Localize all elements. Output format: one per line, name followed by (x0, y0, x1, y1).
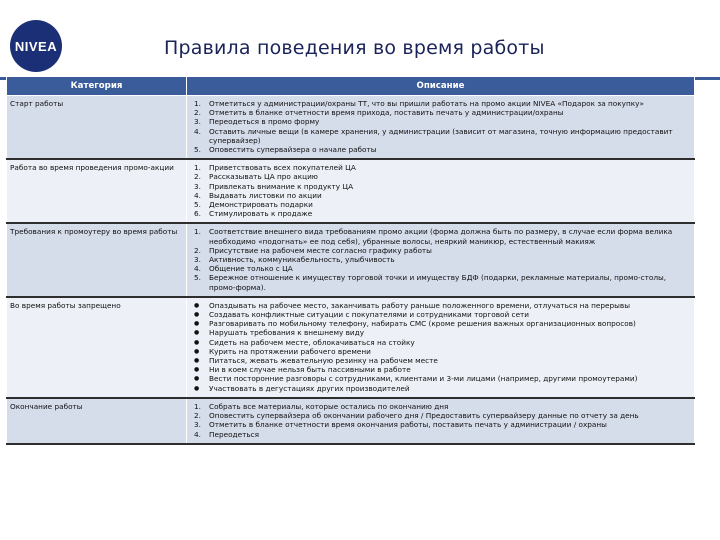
table-row (7, 223, 695, 296)
table-header-row (7, 77, 695, 96)
item-number: 3. (194, 255, 201, 265)
list-item (191, 430, 690, 439)
item-text: Отметить в бланке отчетности время прихода, поставить печать у администрации/охраны (209, 108, 564, 118)
page-title: Правила поведения во время работы (164, 37, 545, 59)
bullet-marker: ● (194, 375, 200, 383)
table-row (7, 297, 695, 398)
list-item (191, 420, 690, 429)
list-item (191, 273, 690, 291)
list-item (191, 319, 690, 328)
item-text: Отметиться у администрации/охраны ТТ, что вы пришли работать на промо акции NIVEA «Подарок за покупку» (209, 99, 644, 108)
list-item (191, 264, 690, 273)
logo-text: NIVEA (14, 38, 58, 54)
item-text: Участвовать в дегустациях других производителей (209, 383, 410, 393)
list-item (191, 255, 690, 264)
item-text: Нарушать требования к внешнему виду (209, 328, 365, 338)
row-description (187, 223, 695, 296)
item-text: Демонстрировать подарки (209, 200, 313, 210)
item-number: 6. (194, 209, 201, 219)
item-text: Собрать все материалы, которые остались по окончанию дня (209, 401, 449, 411)
row-category: Старт работы (7, 96, 187, 160)
row-description (187, 398, 695, 444)
bullet-marker: ● (194, 384, 200, 392)
item-number: 4. (194, 429, 201, 439)
item-text: Питаться, жевать жевательную резинку на рабочем месте (209, 356, 438, 366)
item-text: Вести посторонние разговоры с сотрудниками, клиентами и 3-ми лицами (например, другими промоутерами) (209, 374, 638, 384)
item-text: Активность, коммуникабельность, улыбчивость (209, 255, 395, 265)
list-item (191, 191, 690, 200)
item-text: Общение только с ЦА (209, 264, 293, 274)
item-text: Выдавать листовки по акции (209, 190, 322, 200)
list-item (191, 347, 690, 356)
item-number: 3. (194, 420, 201, 430)
item-text: Бережное отношение к имуществу торговой точки и имуществу БДФ (подарки, рекламные материалы, промо-столы, промо-форма). (209, 273, 667, 292)
numbered-list (191, 227, 690, 291)
item-text: Оставить личные вещи (в камере хранения, у администрации (зависит от магазина, точную информацию предоставит супервайзер) (209, 126, 673, 145)
item-number: 1. (194, 401, 201, 411)
item-number: 2. (194, 245, 201, 255)
list-item (191, 108, 690, 117)
row-description (187, 297, 695, 398)
item-number: 3. (194, 181, 201, 191)
item-number: 2. (194, 108, 201, 118)
list-item (191, 356, 690, 365)
item-text: Сидеть на рабочем месте, облокачиваться на стойку (209, 337, 415, 347)
bullet-marker: ● (194, 301, 200, 309)
item-text: Привлекать внимание к продукту ЦА (209, 181, 354, 191)
list-item (191, 117, 690, 126)
bullet-list (191, 301, 690, 393)
item-number: 5. (194, 145, 201, 155)
item-number: 1. (194, 99, 201, 108)
bullet-marker: ● (194, 338, 200, 346)
nivea-logo (10, 20, 62, 72)
list-item (191, 246, 690, 255)
list-item (191, 200, 690, 209)
item-number: 1. (194, 227, 201, 237)
item-text: Стимулировать к продаже (209, 209, 313, 219)
header-description: Описание (187, 77, 695, 96)
item-text: Переодеться в промо форму (209, 117, 320, 127)
item-number: 5. (194, 273, 201, 283)
header (0, 0, 720, 77)
rules-table (6, 76, 695, 445)
table-row (7, 96, 695, 160)
item-number: 4. (194, 190, 201, 200)
table-row (7, 159, 695, 223)
item-text: Оповестить супервайзера о начале работы (209, 145, 377, 155)
item-number: 4. (194, 264, 201, 274)
row-description (187, 96, 695, 160)
list-item (191, 310, 690, 319)
list-item (191, 402, 690, 411)
numbered-list (191, 163, 690, 218)
bullet-marker: ● (194, 357, 200, 365)
list-item (191, 209, 690, 218)
item-text: Ни в коем случае нельзя быть пассивными в работе (209, 365, 411, 375)
item-text: Присутствие на рабочем месте согласно графику работы (209, 245, 432, 255)
list-item (191, 172, 690, 181)
item-text: Оповестить супервайзера об окончании рабочего дня / Предоставить супервайзеру данные по отчету за день (209, 411, 639, 421)
item-text: Рассказывать ЦА про акцию (209, 172, 318, 182)
row-category: Работа во время проведения промо-акции (7, 159, 187, 223)
row-category: Во время работы запрещено (7, 297, 187, 398)
bullet-marker: ● (194, 329, 200, 337)
row-category: Требования к промоутеру во время работы (7, 223, 187, 296)
item-number: 1. (194, 163, 201, 173)
table-body (7, 96, 695, 444)
list-item (191, 163, 690, 172)
list-item (191, 374, 690, 383)
item-text: Опаздывать на рабочее место, заканчивать работу раньше положенного времени, отлучаться на перерывы (209, 300, 630, 310)
list-item (191, 301, 690, 310)
item-number: 2. (194, 172, 201, 182)
list-item (191, 365, 690, 374)
list-item (191, 227, 690, 245)
row-description (187, 159, 695, 223)
item-text: Приветствовать всех покупателей ЦА (209, 163, 356, 173)
list-item (191, 99, 690, 108)
header-category: Категория (7, 77, 187, 96)
list-item (191, 127, 690, 145)
row-category: Окончание работы (7, 398, 187, 444)
list-item (191, 338, 690, 347)
bullet-marker: ● (194, 347, 200, 355)
item-text: Переодеться (209, 429, 260, 439)
list-item (191, 328, 690, 337)
table-row (7, 398, 695, 444)
item-number: 3. (194, 117, 201, 127)
item-number: 2. (194, 411, 201, 421)
item-number: 5. (194, 200, 201, 210)
item-text: Создавать конфликтные ситуации с покупателями и сотрудниками торговой сети (209, 310, 530, 320)
list-item (191, 384, 690, 393)
list-item (191, 182, 690, 191)
item-text: Разговаривать по мобильному телефону, набирать СМС (кроме решения важных организационных вопросов) (209, 319, 636, 329)
bullet-marker: ● (194, 311, 200, 319)
item-text: Соответствие внешнего вида требованиям промо акции (форма должна быть по размеру, в случае если форма велика необходимо «подогнать» ее под себя), убранные волосы, неяркий маникюр, естественный макияж (209, 227, 673, 246)
bullet-marker: ● (194, 320, 200, 328)
numbered-list (191, 402, 690, 439)
list-item (191, 411, 690, 420)
list-item (191, 145, 690, 154)
item-text: Отметить в бланке отчетности время окончания работы, поставить печать у администрации / охраны (209, 420, 607, 430)
numbered-list (191, 99, 690, 154)
item-number: 4. (194, 126, 201, 136)
item-text: Курить на протяжении рабочего времени (209, 346, 371, 356)
bullet-marker: ● (194, 366, 200, 374)
